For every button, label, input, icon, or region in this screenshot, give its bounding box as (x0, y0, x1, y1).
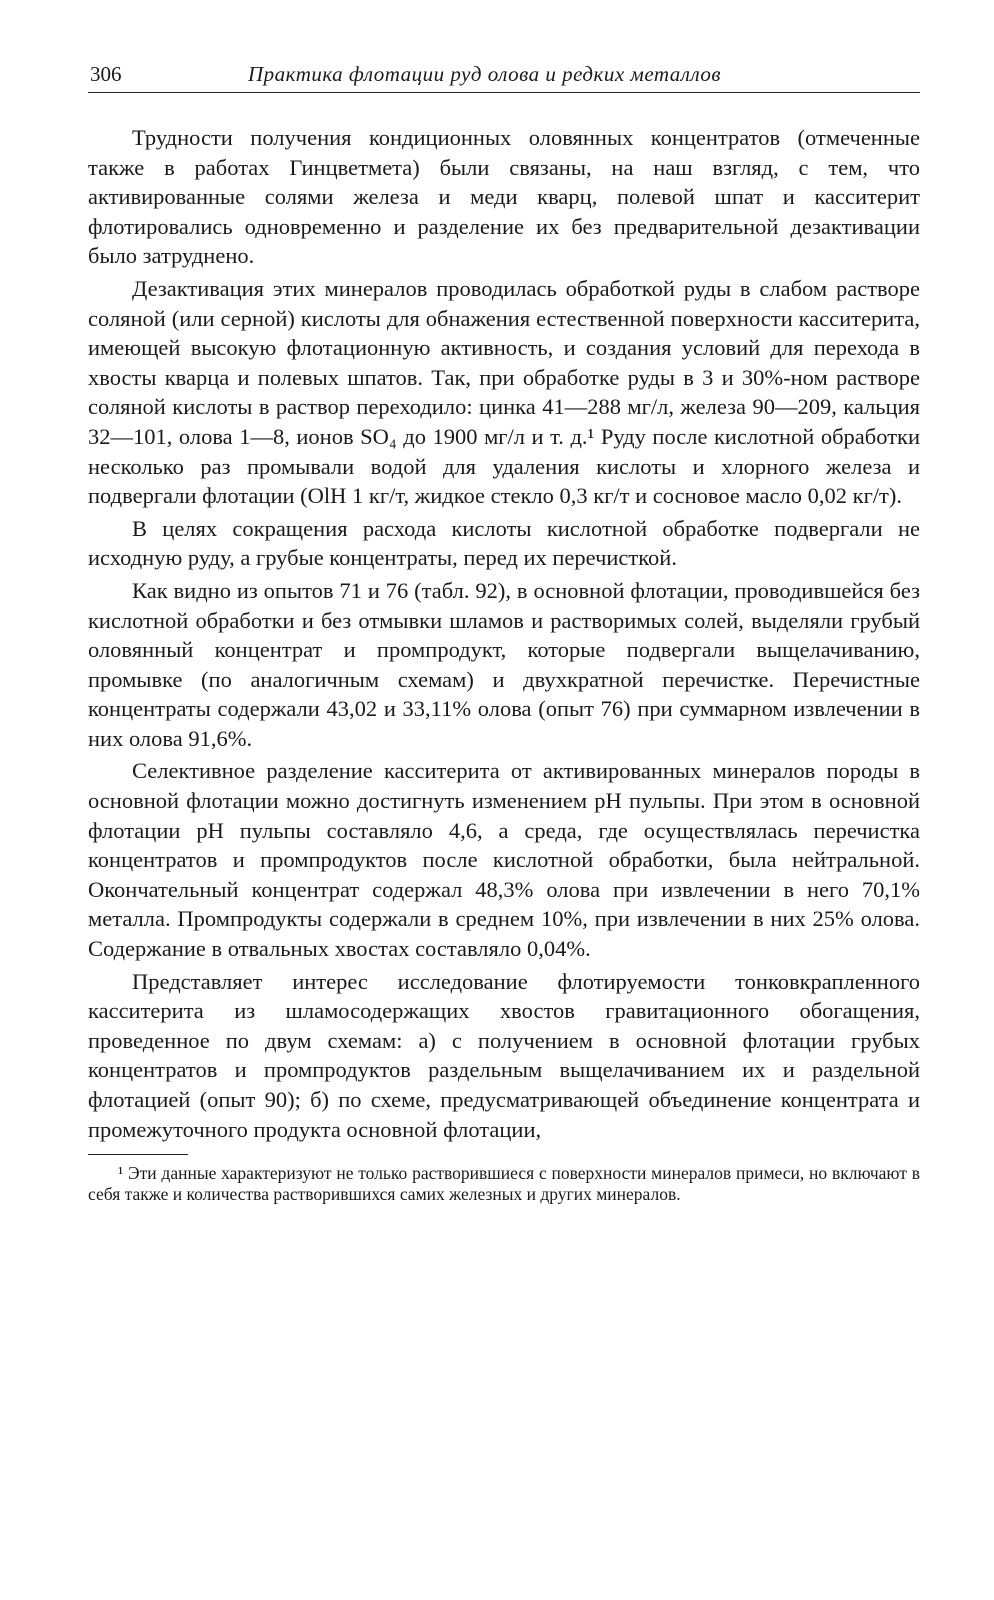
page-header (88, 56, 920, 93)
paragraph-5: Селективное разделение касситерита от активированных минералов породы в основной флотации можно достигнуть изменением pH пульпы. При этом в основной флотации pH пульпы составляло 4,6, а среда, где осуществлялась перечистка концентратов и промпродуктов после кислотной обработки, была нейтральной. Окончательный концентрат содержал 48,3% олова при извлечении в него 70,1% металла. Промпродукты содержали в среднем 10%, при извлечении в них 25% олова. Содержание в отвальных хвостах составляло 0,04%. (88, 758, 920, 962)
paragraph-1: Трудности получения кондиционных оловянных концентратов (отмеченные также в работах Гинцветмета) были связаны, на наш взгляд, с тем, что активированные солями железа и меди кварц, полевой шпат и касситерит флотировались одновременно и разделение их без предварительной дезактивации было затруднено. (88, 125, 920, 269)
paragraph-3: В целях сокращения расхода кислоты кислотной обработке подвергали не исходную руду, а грубые концентраты, перед их перечисткой. (88, 515, 920, 571)
footnote-divider (88, 1154, 188, 1155)
page (88, 56, 920, 1205)
page-number: 306 (90, 62, 122, 86)
paragraph-4: Как видно из опытов 71 и 76 (табл. 92), в основной флотации, проводившейся без кислотной обработки и без отмывки шламов и растворимых солей, выделяли грубый оловянный концентрат и промпродукт, которые подвергали выщелачиванию, промывке (по аналогичным схемам) и двухкратной перечистке. Перечистные концентраты содержали 43,02 и 33,11% олова (опыт 76) при суммарном извлечении в них олова 91,6%. (88, 577, 920, 751)
running-title: Практика флотации руд олова и редких металлов (248, 62, 721, 86)
footnote: ¹ Эти данные характеризуют не только растворившиеся с поверхности минералов примеси, но включают в себя также и количества растворившихся самих железных и других минералов. (88, 1163, 920, 1205)
paragraph-6: Представляет интерес исследование флотируемости тонковкрапленного касситерита из шламосодержащих хвостов гравитационного обогащения, проведенное по двум схемам: а) с получением в основной флотации грубых концентратов и промпродуктов раздельным выщелачиванием их и раздельной флотацией (опыт 90); б) по схеме, предусматривающей объединение концентрата и промежуточного продукта основной флотации, (88, 968, 920, 1142)
paragraph-2: Дезактивация этих минералов проводилась обработкой руды в слабом растворе соляной (или серной) кислоты для обнажения естественной поверхности касситерита, имеющей высокую флотационную активность, и создания условий для перехода в хвосты кварца и полевых шпатов. Так, при обработке руды в 3 и 30%-ном растворе соляной кислоты в раствор переходило: цинка 41—288 мг/л, железа 90—209, кальция 32—101, олова 1—8, ионов SO₄ до 1900 мг/л и т. д.¹ Руду после кислотной обработки несколько раз промывали водой для удаления кислоты и хлорного железа и подвергали флотации (OlH 1 кг/т, жидкое стекло 0,3 кг/т и сосновое масло 0,02 кг/т). (88, 275, 920, 509)
main-text (88, 123, 920, 1144)
